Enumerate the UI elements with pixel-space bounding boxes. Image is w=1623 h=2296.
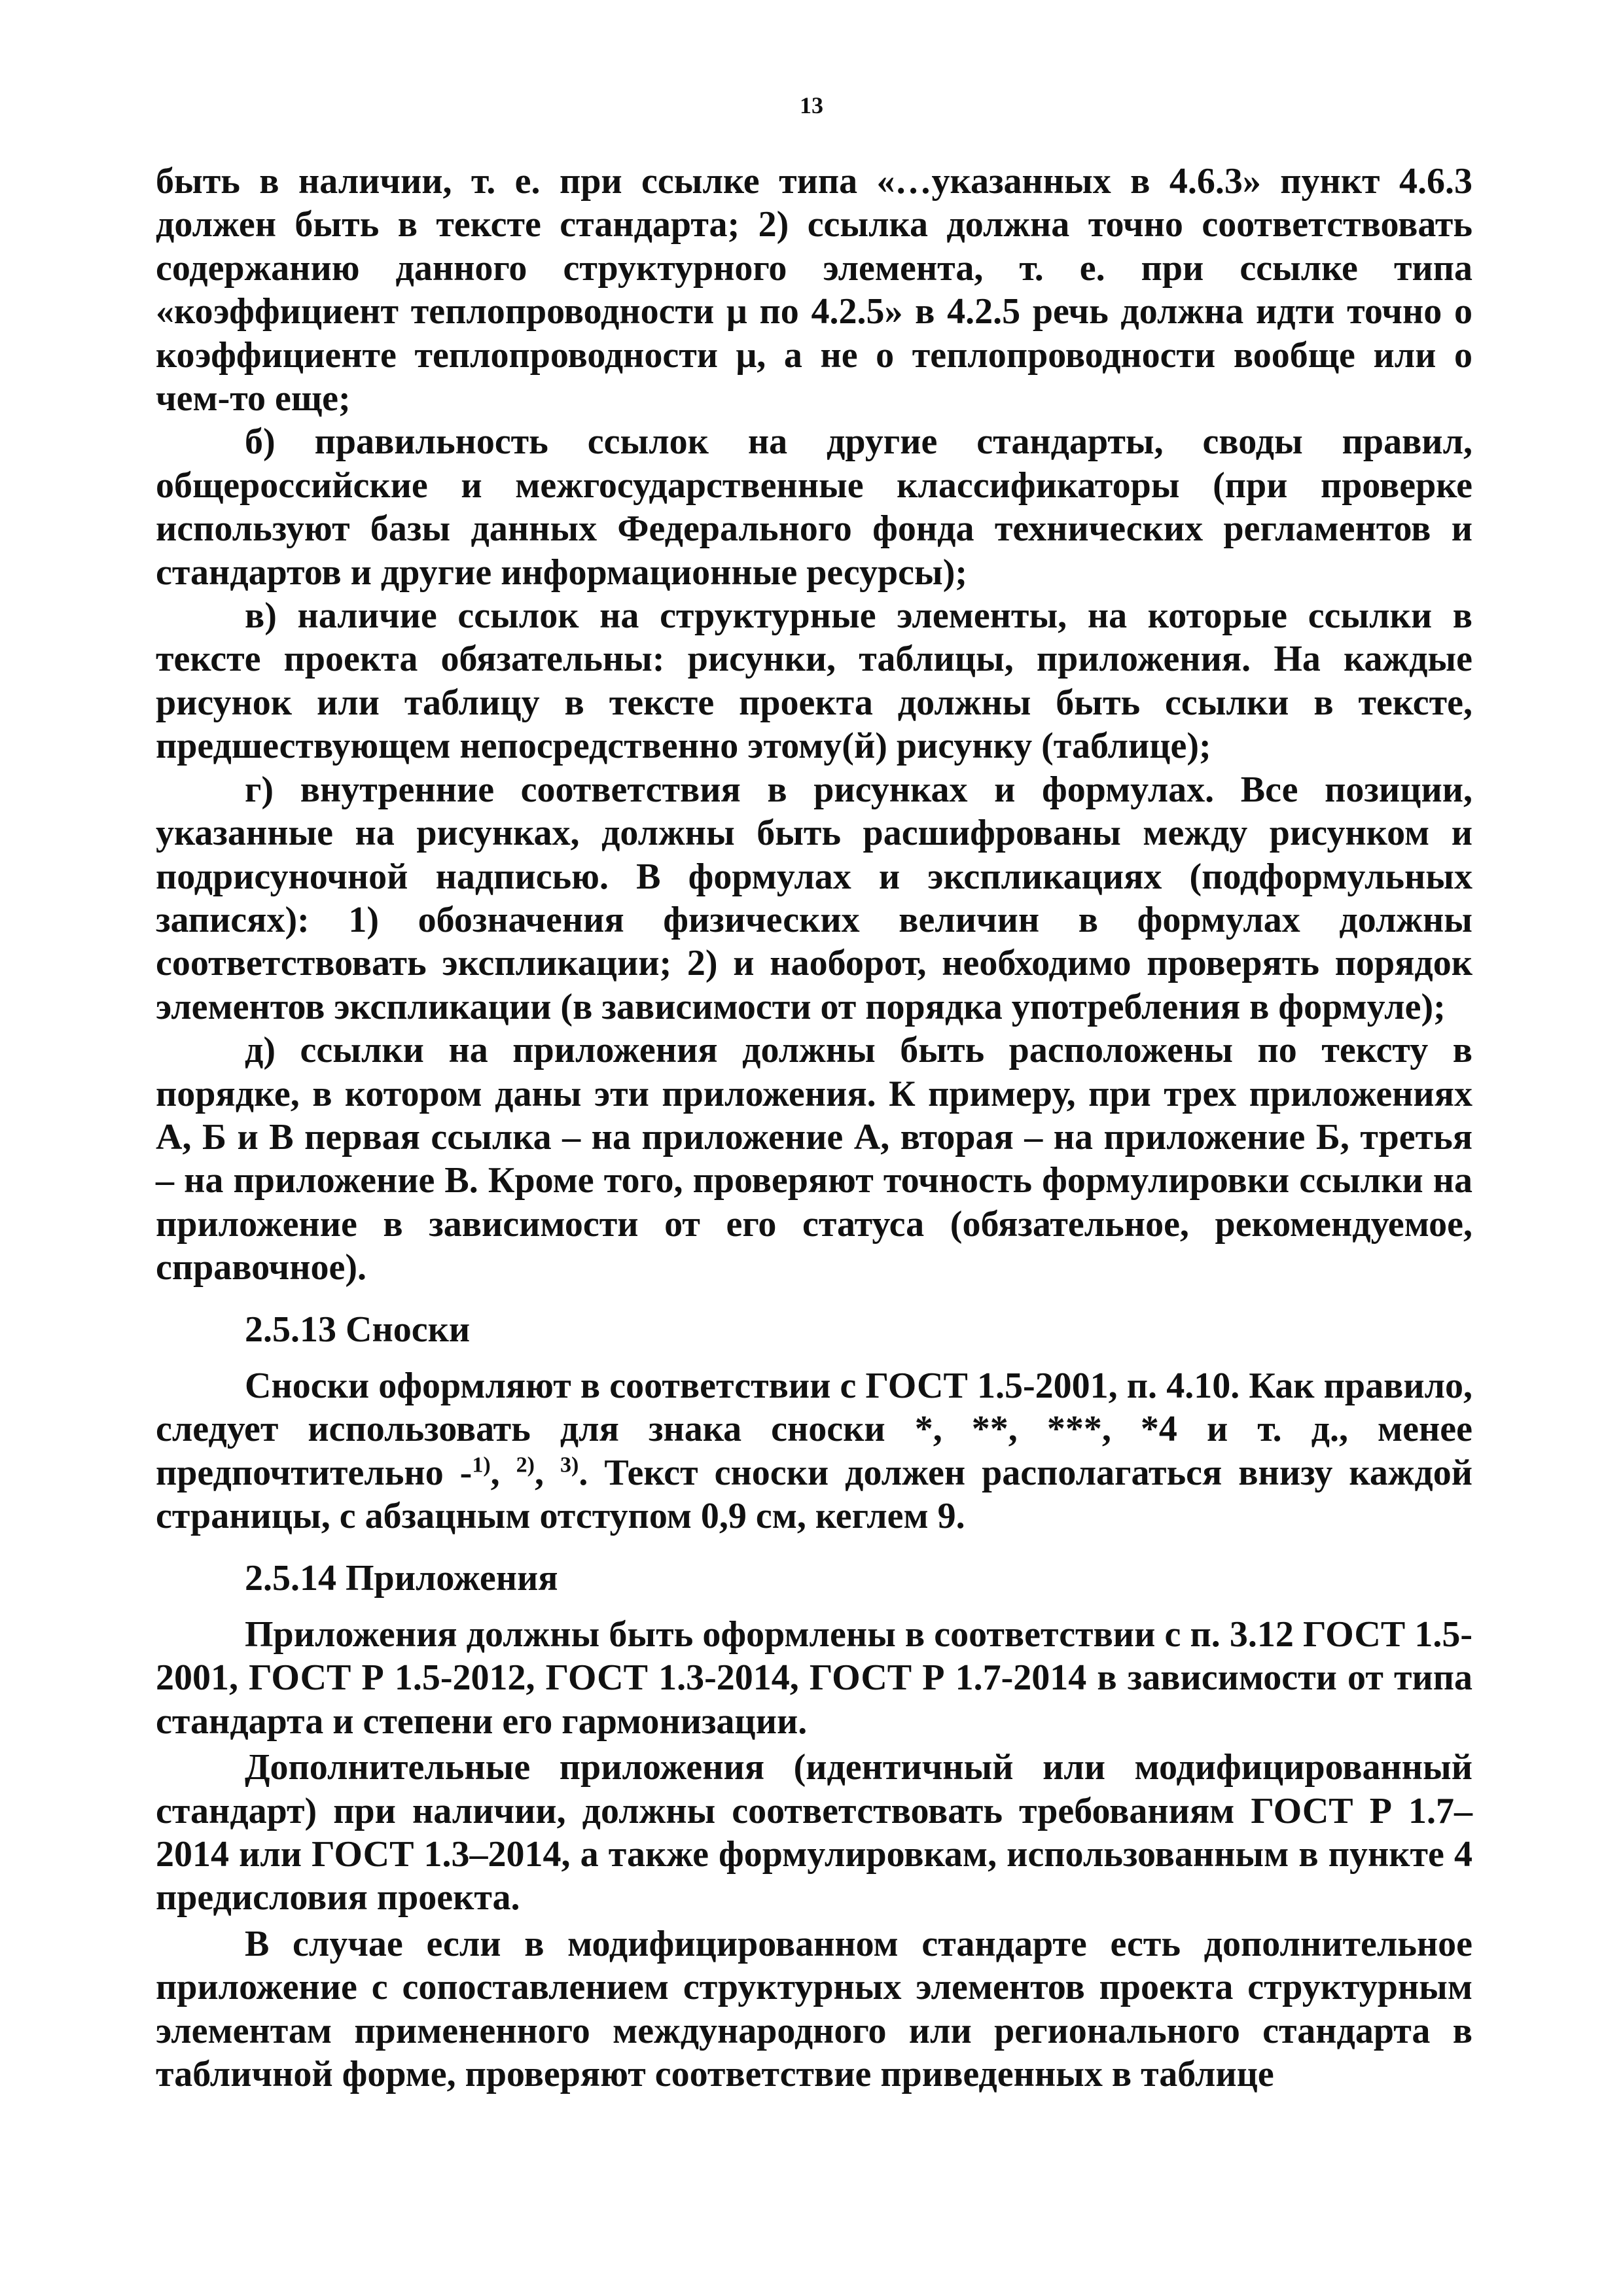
paragraph-appendices-3: В случае если в модифицированном стандарте есть дополнительное приложение с сопоставлением структурных элементов проекта структурным элементам примененного международного или регионального стандарта в табличной форме, проверяют соответствие приведенных в таблице (156, 1923, 1472, 2095)
section-heading-2-5-13: 2.5.13 Сноски (245, 1309, 471, 1350)
footnote-separator-1: , (490, 1452, 516, 1493)
page-number: 13 (800, 92, 823, 118)
footnote-mark-2: 2) (516, 1453, 535, 1477)
paragraph-appendices-2: Дополнительные приложения (идентичный или модифицированный стандарт) при наличии, должны соответствовать требованиям ГОСТ Р 1.7–2014 или ГОСТ 1.3–2014, а также формулировкам, использованным в пункте 4 предисловия проекта. (156, 1747, 1472, 1918)
footnote-mark-3: 3) (560, 1453, 579, 1477)
footnote-separator-2: , (535, 1452, 560, 1493)
paragraph-item-d: д) ссылки на приложения должны быть расположены по тексту в порядке, в котором даны эти приложения. К примеру, при трех приложениях А, Б и В первая ссылка – на приложение А, вторая – на приложение Б, третья – на приложение В. Кроме того, проверяют точность формулировки ссылки на приложение в зависимости от его статуса (обязательное, рекомендуемое, справочное). (156, 1030, 1472, 1288)
paragraph-item-b: б) правильность ссылок на другие стандарты, своды правил, общероссийские и межгосударственные классификаторы (при проверке используют базы данных Федерального фонда технических регламентов и стандартов и другие информационные ресурсы); (156, 421, 1472, 593)
paragraph-item-v: в) наличие ссылок на структурные элементы, на которые ссылки в тексте проекта обязательны: рисунки, таблицы, приложения. На каждые рисунок или таблицу в тексте проекта должны быть ссылки в тексте, предшествующем непосредственно этому(й) рисунку (таблице); (156, 595, 1472, 767)
paragraph-appendices-1: Приложения должны быть оформлены в соответствии с п. 3.12 ГОСТ 1.5-2001, ГОСТ Р 1.5-2012, ГОСТ 1.3-2014, ГОСТ Р 1.7-2014 в зависимости от типа стандарта и степени его гармонизации. (156, 1614, 1472, 1742)
paragraph-footnotes (156, 1364, 1472, 1538)
footnotes-text-b: . Текст сноски должен располагаться внизу каждой страницы, с абзацным отступом 0,9 см, кеглем 9. (156, 1452, 1473, 1537)
paragraph-item-g: г) внутренние соответствия в рисунках и формулах. Все позиции, указанные на рисунках, должны быть расшифрованы между рисунком и подрисуночной надписью. В формулах и экспликациях (подформульных записях): 1) обозначения физических величин в формулах должны соответствовать экспликации; 2) и наоборот, необходимо проверять порядок элементов экспликации (в зависимости от порядка употребления в формуле); (156, 769, 1472, 1027)
body-text (156, 160, 1472, 2096)
paragraph-continuation: быть в наличии, т. е. при ссылке типа «…указанных в 4.6.3» пункт 4.6.3 должен быть в тексте стандарта; 2) ссылка должна точно соответствовать содержанию данного структурного элемента, т. е. при ссылке типа «коэффициент теплопроводности μ по 4.2.5» в 4.2.5 речь должна идти точно о коэффициенте теплопроводности μ, а не о теплопроводности вообще или о чем-то еще; (156, 161, 1472, 419)
footnote-mark-1: 1) (472, 1453, 491, 1477)
footnotes-text-a: Сноски оформляют в соответствии с ГОСТ 1.5-2001, п. 4.10. Как правило, следует использовать для знака сноски *, **, ***, *4 и т. д., менее предпочтительно - (156, 1365, 1472, 1493)
section-heading-2-5-14: 2.5.14 Приложения (245, 1557, 558, 1598)
